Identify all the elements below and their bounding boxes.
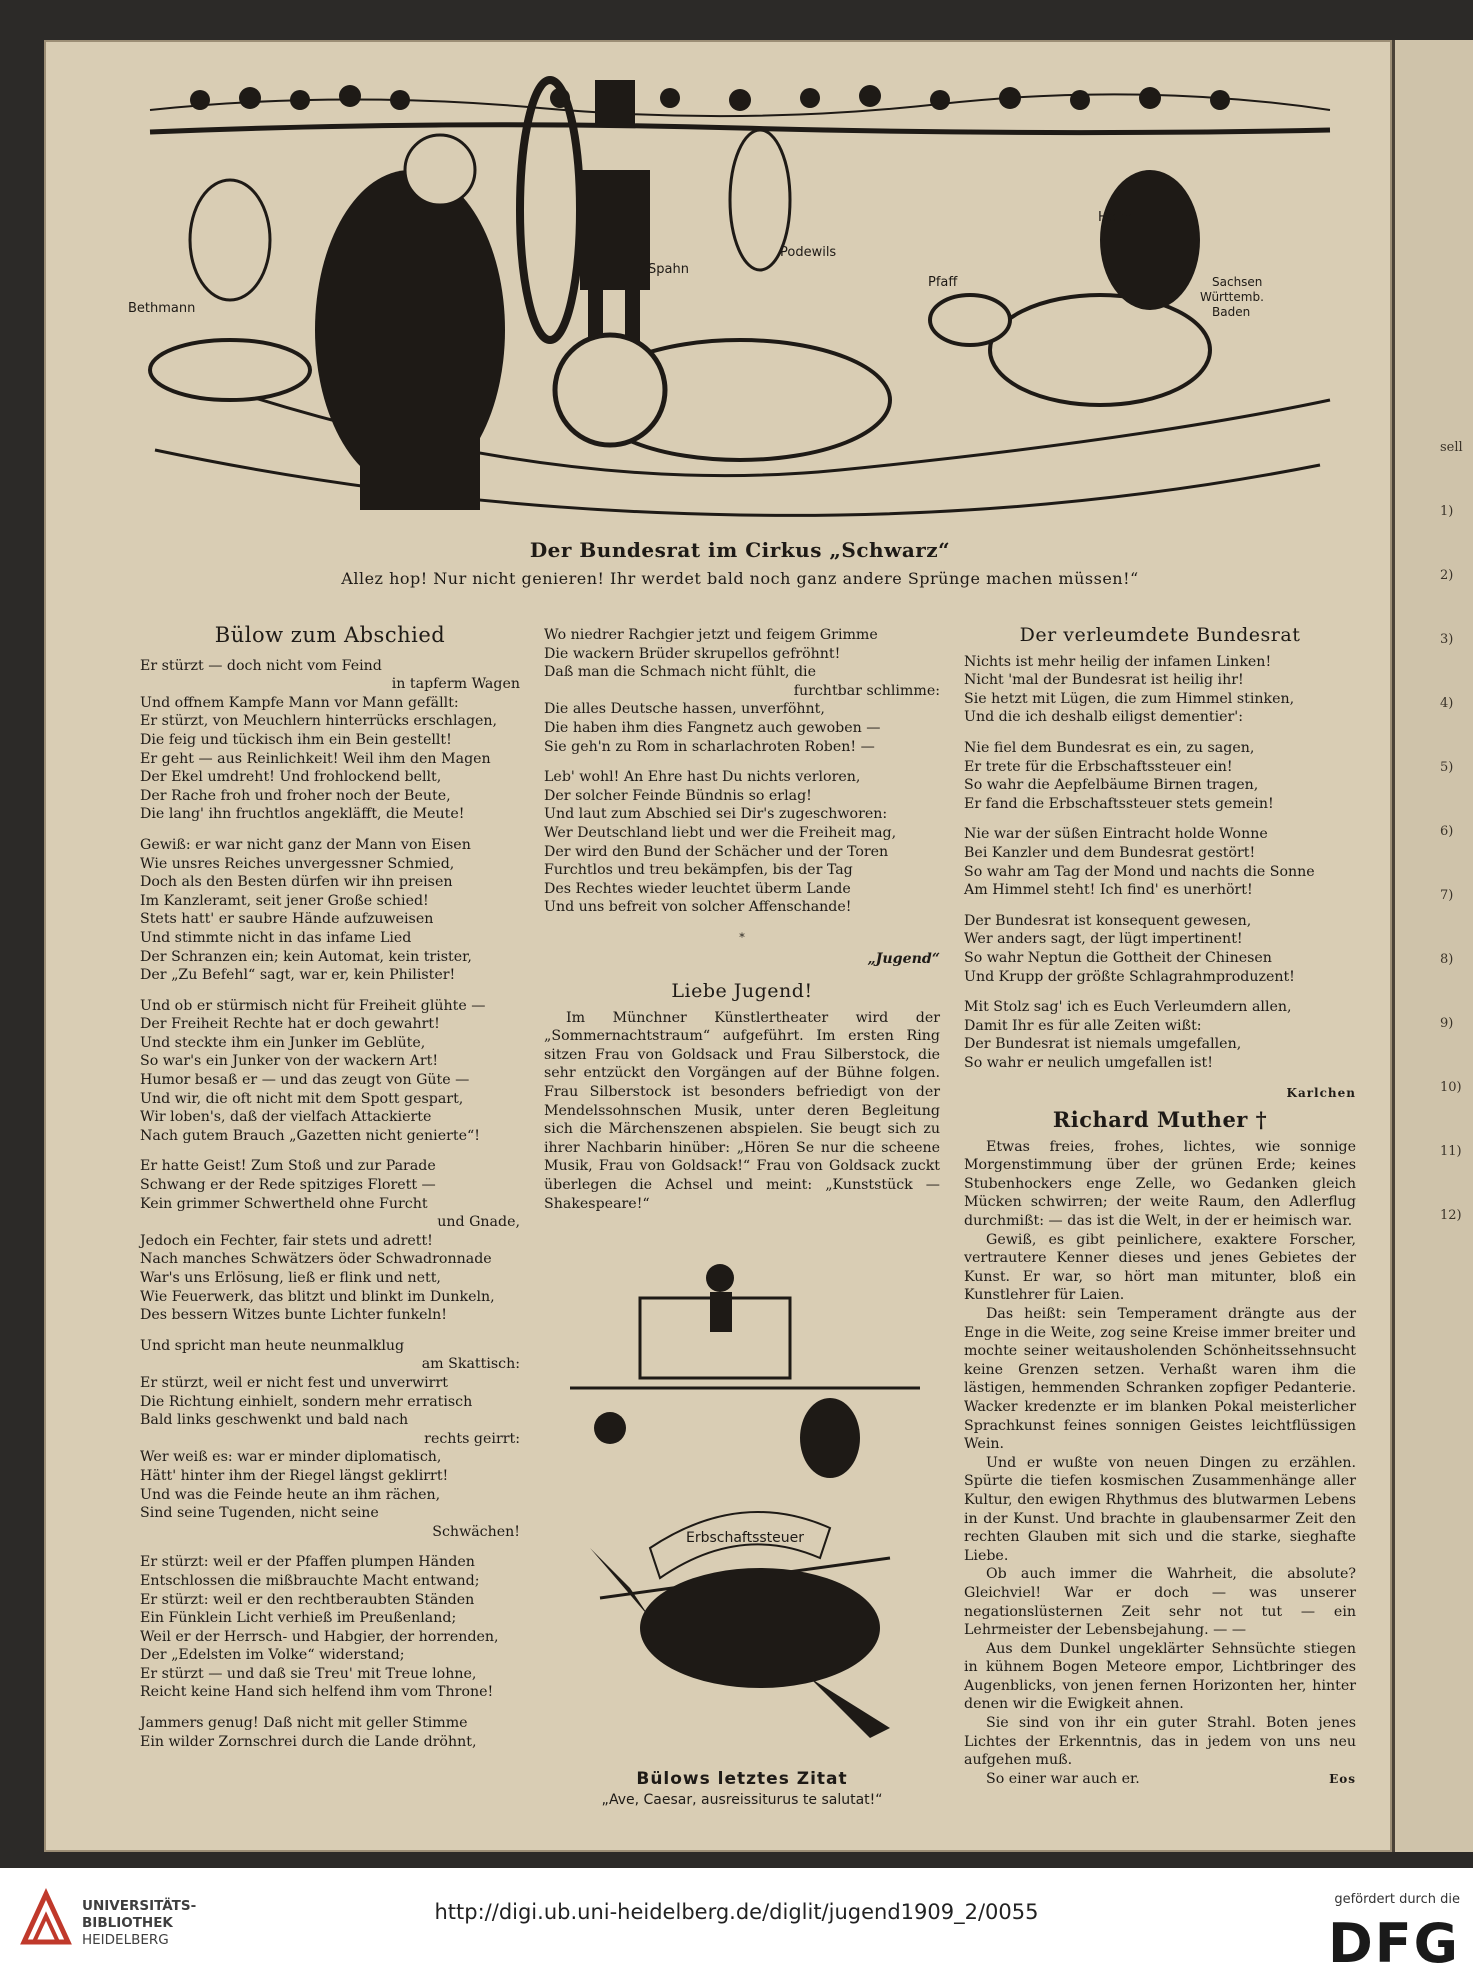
poem-buelow-line: Schwang er der Rede spitziges Florett — [140, 1177, 436, 1194]
cartoon-title: Der Bundesrat im Cirkus „Schwarz“ [529, 538, 951, 562]
poem-bundesrat-line: So wahr am Tag der Mond und nachts die Sonne [964, 863, 1315, 880]
poem-buelow-line: Die Richtung einhielt, sondern mehr erratisch [140, 1393, 473, 1410]
poem-buelow-line: Er stürzt: weil er der Pfaffen plumpen Händen [140, 1554, 475, 1571]
edge-marker: 3) [1440, 632, 1454, 647]
poem-buelow-line: Wir loben's, daß der vielfach Attackierte [140, 1109, 432, 1126]
edge-marker: sell [1440, 440, 1463, 455]
poem-buelow-line: Hätt' hinter ihm der Riegel längst geklirrt! [140, 1467, 449, 1484]
obituary-paragraph: Ob auch immer die Wahrheit, die absolute? Gleichviel! War er doch — was unserer negationslüsternen Zeit sehr not tut — ein Lehrmeister der Lebensbejahung. — — [964, 1566, 1356, 1639]
next-page-edge-text [1440, 440, 1473, 1272]
poem-buelow-line: Und was die Feinde heute an ihm rächen, [140, 1486, 441, 1503]
poem-bundesrat-stanza [964, 825, 1356, 899]
poem-buelow-line: Und steckte ihm ein Junker im Geblüte, [140, 1034, 426, 1051]
poem-bundesrat-line: So wahr die Aepfelbäume Birnen tragen, [964, 777, 1259, 794]
edge-marker: 6) [1440, 824, 1454, 839]
poem-buelow-line: Er stürzt — doch nicht vom Feind [140, 657, 382, 674]
poem-buelow-line: Er stürzt: weil er den rechtberaubten Ständen [140, 1591, 475, 1608]
obituary-paragraph: So einer war auch er. [986, 1770, 1140, 1787]
section-star: * [739, 930, 745, 944]
edge-marker: 10) [1440, 1080, 1462, 1095]
poem-buelow-line: Der Rache froh und froher noch der Beute, [140, 787, 451, 804]
poem-bundesrat [964, 653, 1356, 1073]
bottom-cartoon-title: Bülows letztes Zitat [636, 1769, 848, 1789]
poem-buelow-cont-line: Die alles Deutsche hassen, unverföhnt, [544, 701, 825, 718]
poem-buelow-line: Ein wilder Zornschrei durch die Lande dröhnt, [140, 1733, 477, 1750]
poem-bundesrat-line: Damit Ihr es für alle Zeiten wißt: [964, 1017, 1202, 1034]
poem-buelow-line: Er geht — aus Reinlichkeit! Weil ihm den Magen [140, 750, 491, 767]
poem-bundesrat-line: Wer anders sagt, der lügt impertinent! [964, 931, 1243, 948]
anecdote-paragraph: Im Münchner Künstlertheater wird der „Sommernachtstraum“ aufgeführt. Im ersten Ring sitzen Frau von Goldsack und Frau Silberstock, die sehr entzückt den Vorgängen auf der Bühne folgen. Frau Silberstock ist besonders befriedigt von der Mendelssohnschen Musik, unter deren Begleitung sich die Märchenszenen abspielen. Sie beugt sich zu ihrer Nachbarin hinüber: „Hören Se nur die scheene Musik, Frau von Goldsack!“ Frau von Goldsack zuckt überlegen die Achsel und meint: „Kunststück — Shakespeare!“ [544, 1009, 940, 1212]
poem-buelow-line: Der „Edelsten im Volke“ widerstand; [140, 1647, 405, 1664]
poem-buelow-cont-line: furchtbar schlimme: [793, 682, 940, 699]
cartoon-label-sachsen: Sachsen [1212, 275, 1263, 289]
poem-buelow-line: Bald links geschwenkt und bald nach [140, 1412, 409, 1429]
poem-buelow-line: Jammers genug! Daß nicht mit geller Stimme [140, 1715, 468, 1732]
poem-buelow-line: Kein grimmer Schwertheld ohne Furcht [140, 1195, 428, 1212]
poem-buelow-line: Nach manches Schwätzers öder Schwadronnade [140, 1251, 492, 1268]
poem-bundesrat-line: Sie hetzt mit Lügen, die zum Himmel stinken, [964, 690, 1295, 707]
poem-bundesrat-stanza [964, 653, 1356, 727]
poem-buelow-line: und Gnade, [437, 1214, 520, 1231]
obituary-paragraph: Das heißt: sein Temperament drängte aus der Enge in die Weite, zog seine Kreise immer breiter und mochte seiner weitausholenden Schönheitssehnsucht keine Grenzen setzen. Verhaßt waren ihm die lästigen, hemmenden Schranken zopfiger Pedanterie. Wacker kredenzte er im blanken Pokal meisterlicher Sprachkunst feines sonnigen Geistes leichtflüssigen Wein. [964, 1306, 1356, 1453]
cartoon-label-heim: Heim [1098, 210, 1133, 225]
cartoon-subtitle: Allez hop! Nur nicht genieren! Ihr werdet bald noch ganz andere Sprünge machen müssen!“ [341, 569, 1139, 588]
edge-marker: 1) [1440, 504, 1454, 519]
poem-buelow-line: Stets hatt' er saubre Hände aufzuweisen [140, 911, 434, 928]
cartoon-banner-text: Erbschaftssteuer [685, 1530, 805, 1546]
poem-bundesrat-line: Der Bundesrat ist niemals umgefallen, [964, 1036, 1242, 1053]
poem-buelow-line: Der Schranzen ein; kein Automat, kein trister, [140, 948, 472, 965]
poem-bundesrat-line: Am Himmel steht! Ich find' es unerhört! [964, 882, 1253, 899]
cartoon-label-bethmann: Bethmann [128, 301, 196, 316]
poem-buelow-cont-line: Wer Deutschland liebt und wer die Freiheit mag, [544, 824, 897, 841]
poem-buelow-line: Und offnem Kampfe Mann vor Mann gefällt: [140, 694, 459, 711]
edge-marker: 2) [1440, 568, 1454, 583]
poem-buelow-cont-line: Des Rechtes wieder leuchtet überm Lande [544, 880, 851, 897]
poem-bundesrat-line: Der Bundesrat ist konsequent gewesen, [964, 912, 1252, 929]
article-title-buelow: Bülow zum Abschied [214, 623, 446, 647]
poem-bundesrat-line: Bei Kanzler und dem Bundesrat gestört! [964, 844, 1256, 861]
article-title-liebe-jugend: Liebe Jugend! [671, 980, 813, 1003]
poem-bundesrat-line: Er fand die Erbschaftssteuer stets gemein! [964, 795, 1274, 812]
footer-bar [0, 1868, 1473, 1983]
signature-jugend: „Jugend“ [867, 950, 940, 967]
dfg-logo: DFG [1327, 1912, 1460, 1975]
poem-buelow-stanza [140, 657, 520, 824]
poem-buelow-line: Die feig und tückisch ihm ein Bein gestellt! [140, 731, 452, 748]
library-line-1: UNIVERSITÄTS- [82, 1898, 197, 1914]
poem-buelow [140, 657, 520, 1752]
edge-marker: 9) [1440, 1016, 1454, 1031]
article-title-bundesrat: Der verleumdete Bundesrat [1019, 624, 1301, 646]
obituary-paragraph: Und er wußte von neuen Dingen zu erzählen. Spürte die tiefen kosmischen Zusammenhänge aller Kultur, den ewigen Rhythmus des blutwarmen Lebens in der Kunst. Und brachte in glaubensarmer Zeit den rechten Glauben mit sich und die starke, sieghafte Liebe. [964, 1454, 1356, 1564]
bottom-cartoon-subtitle: „Ave, Caesar, ausreissiturus te salutat!“ [601, 1792, 883, 1808]
poem-buelow-line: Er stürzt, von Meuchlern hinterrücks erschlagen, [140, 713, 498, 730]
obituary-paragraph: Aus dem Dunkel ungeklärter Sehnsüchte stiegen in kühnem Bogen Meteore empor, Lichtbringer des Augenblicks, von jenen fernen Horizonten her, hinter denen wir die Ewigkeit ahnen. [964, 1640, 1356, 1713]
cartoon-label-podewils: Podewils [780, 245, 837, 260]
cartoon-label-baden: Baden [1212, 305, 1251, 319]
obituary-text [964, 1138, 1356, 1789]
poem-buelow-line: War's uns Erlösung, ließ er flink und nett, [140, 1270, 441, 1286]
poem-buelow-line: Des bessern Witzes bunte Lichter funkeln! [140, 1307, 447, 1324]
poem-buelow-cont-stanza [544, 626, 940, 756]
poem-buelow-line: Nach gutem Brauch „Gazetten nicht genierte“! [140, 1127, 480, 1144]
poem-buelow-stanza [140, 1714, 520, 1751]
poem-buelow-cont-line: Und laut zum Abschied sei Dir's zugeschworen: [544, 806, 888, 823]
source-url-link[interactable]: http://digi.ub.uni-heidelberg.de/diglit/jugend1909_2/0055 [434, 1900, 1039, 1924]
poem-buelow-cont-line: Leb' wohl! An Ehre hast Du nichts verloren, [544, 769, 861, 786]
poem-bundesrat-line: Nichts ist mehr heilig der infamen Linken! [964, 653, 1272, 670]
column-1 [140, 623, 520, 1763]
poem-buelow-line: Jedoch ein Fechter, fair stets und adrett! [140, 1232, 433, 1249]
poem-bundesrat-line: Er trete für die Erbschaftssteuer ein! [964, 758, 1233, 775]
circus-cartoon-illustration [140, 70, 1340, 530]
poem-buelow-line: Er stürzt — und daß sie Treu' mit Treue lohne, [140, 1665, 477, 1682]
poem-buelow-line: Wer weiß es: war er minder diplomatisch, [140, 1449, 442, 1466]
poem-buelow-line: Schwächen! [432, 1523, 520, 1540]
poem-buelow-cont-line: Der solcher Feinde Bündnis so erlag! [544, 787, 812, 804]
edge-marker: 5) [1440, 760, 1454, 775]
poem-buelow-line: Der „Zu Befehl“ sagt, war er, kein Philister! [140, 967, 456, 984]
poem-buelow-line: Gewiß: er war nicht ganz der Mann von Eisen [140, 836, 471, 853]
poem-buelow-line: Und ob er stürmisch nicht für Freiheit glühte — [140, 997, 486, 1014]
poem-bundesrat-line: Mit Stolz sag' ich es Euch Verleumdern allen, [964, 999, 1292, 1016]
poem-buelow-line: Der Ekel umdreht! Und frohlockend bellt, [140, 769, 442, 786]
obituary-paragraph: Gewiß, es gibt peinlichere, exaktere Forscher, vertrautere Kenner dieses und jenes Gebietes der Kunst. Er war, so hört man mitunter, bloß ein Kunstlehrer für Laien. [964, 1231, 1356, 1304]
poem-buelow-line: Entschlossen die mißbrauchte Macht entwand; [140, 1572, 480, 1589]
obituary-paragraph: Etwas freies, frohes, lichtes, wie sonnige Morgenstimmung über der grünen Erde; keines Stubenhockers enge Zelle, wo Gedanken gleich Mücken schwirren; der weite Raum, den Adlerflug durchmißt: — das ist die Welt, in der er heimisch war. [964, 1138, 1356, 1230]
signature-karlchen: Karlchen [1286, 1086, 1356, 1101]
poem-bundesrat-stanza [964, 739, 1356, 813]
poem-buelow-line: in tapferm Wagen [391, 676, 520, 693]
library-line-3: HEIDELBERG [82, 1932, 169, 1948]
anecdote-text [544, 1009, 940, 1214]
bull-cartoon-illustration [570, 1258, 920, 1758]
poem-buelow-line: Ein Fünklein Licht verhieß im Preußenland; [140, 1610, 457, 1627]
poem-bundesrat-line: So wahr Neptun die Gottheit der Chinesen [964, 949, 1272, 966]
poem-buelow-line: Wie unsres Reiches unvergessner Schmied, [140, 855, 455, 872]
poem-buelow-line: Die lang' ihn fruchtlos angekläfft, die Meute! [140, 806, 465, 823]
cartoon-label-wuerttemberg: Württemb. [1200, 290, 1264, 304]
poem-buelow-line: Sind seine Tugenden, nicht seine [140, 1505, 379, 1522]
edge-marker: 4) [1440, 696, 1454, 711]
poem-buelow-line: Im Kanzleramt, seit jener Große schied! [140, 892, 429, 909]
library-line-2: BIBLIOTHEK [82, 1915, 173, 1931]
edge-marker: 7) [1440, 888, 1454, 903]
edge-marker: 12) [1440, 1208, 1462, 1223]
poem-buelow-line: So war's ein Junker von der wackern Art! [140, 1053, 439, 1070]
poem-buelow-cont-stanza [544, 768, 940, 917]
poem-bundesrat-line: So wahr er neulich umgefallen ist! [964, 1054, 1213, 1071]
obituary-paragraph: Sie sind von ihr ein guter Strahl. Boten jenes Lichtes der Erkenntnis, das in jedem von uns neu aufgehen muß. [964, 1715, 1356, 1769]
poem-buelow-line: Humor besaß er — und das zeugt von Güte — [140, 1072, 470, 1089]
poem-bundesrat-line: Und die ich deshalb eiligst dementier': [964, 709, 1243, 726]
poem-buelow-cont-line: Daß man die Schmach nicht fühlt, die [544, 664, 816, 681]
column-3 [964, 626, 1356, 1793]
poem-buelow-continued [544, 626, 940, 917]
poem-buelow-line: Der Freiheit Rechte hat er doch gewahrt! [140, 1016, 440, 1033]
poem-buelow-cont-line: Der wird den Bund der Schächer und der Toren [544, 843, 889, 860]
poem-bundesrat-stanza [964, 912, 1356, 986]
poem-buelow-stanza [140, 1157, 520, 1324]
poem-bundesrat-stanza [964, 998, 1356, 1072]
poem-buelow-cont-line: Sie geh'n zu Rom in scharlachroten Roben! — [544, 738, 875, 755]
edge-marker: 11) [1440, 1144, 1462, 1159]
poem-buelow-line: Doch als den Besten dürfen wir ihn preisen [140, 874, 453, 891]
poem-buelow-line: Und spricht man heute neunmalklug [140, 1337, 405, 1354]
poem-buelow-line: rechts geirrt: [424, 1430, 520, 1447]
poem-buelow-stanza [140, 1337, 520, 1542]
poem-buelow-line: Er hatte Geist! Zum Stoß und zur Parade [140, 1158, 436, 1175]
poem-buelow-cont-line: Wo niedrer Rachgier jetzt und feigem Grimme [544, 627, 878, 643]
poem-buelow-cont-line: Furchtlos und treu bekämpfen, bis der Tag [544, 862, 853, 879]
funded-by-text: gefördert durch die [1334, 1892, 1460, 1907]
poem-buelow-line: Und stimmte nicht in das infame Lied [140, 929, 412, 946]
poem-buelow-stanza [140, 1553, 520, 1702]
poem-buelow-stanza [140, 997, 520, 1146]
poem-buelow-line: Wie Feuerwerk, das blitzt und blinkt im Dunkeln, [140, 1288, 495, 1305]
poem-buelow-line: Und wir, die oft nicht mit dem Spott gespart, [140, 1090, 464, 1107]
poem-buelow-line: Reicht keine Hand sich helfend ihm vom Throne! [140, 1684, 494, 1701]
column-2 [544, 626, 940, 1213]
poem-buelow-line: Er stürzt, weil er nicht fest und unverwirrt [140, 1374, 448, 1391]
poem-buelow-cont-line: Die haben ihm dies Fangnetz auch gewoben — [544, 719, 881, 736]
poem-buelow-line: Weil er der Herrsch- und Habgier, der horrenden, [140, 1628, 499, 1645]
poem-buelow-line: am Skattisch: [421, 1356, 520, 1373]
poem-bundesrat-line: Nie fiel dem Bundesrat es ein, zu sagen, [964, 739, 1255, 756]
poem-bundesrat-line: Und Krupp der größte Schlagrahmproduzent! [964, 968, 1295, 985]
article-title-muther: Richard Muther † [1052, 1107, 1268, 1133]
poem-bundesrat-line: Nicht 'mal der Bundesrat ist heilig ihr! [964, 672, 1244, 689]
signature-eos: Eos [1329, 1772, 1356, 1787]
cartoon-label-pfaff: Pfaff [928, 275, 958, 290]
poem-buelow-cont-line: Die wackern Brüder skrupellos gefröhnt! [544, 645, 841, 662]
poem-buelow-stanza [140, 836, 520, 985]
poem-bundesrat-line: Nie war der süßen Eintracht holde Wonne [964, 826, 1268, 843]
edge-marker: 8) [1440, 952, 1454, 967]
cartoon-label-spahn: Spahn [648, 262, 689, 277]
poem-buelow-cont-line: Und uns befreit von solcher Affenschande! [544, 899, 852, 916]
